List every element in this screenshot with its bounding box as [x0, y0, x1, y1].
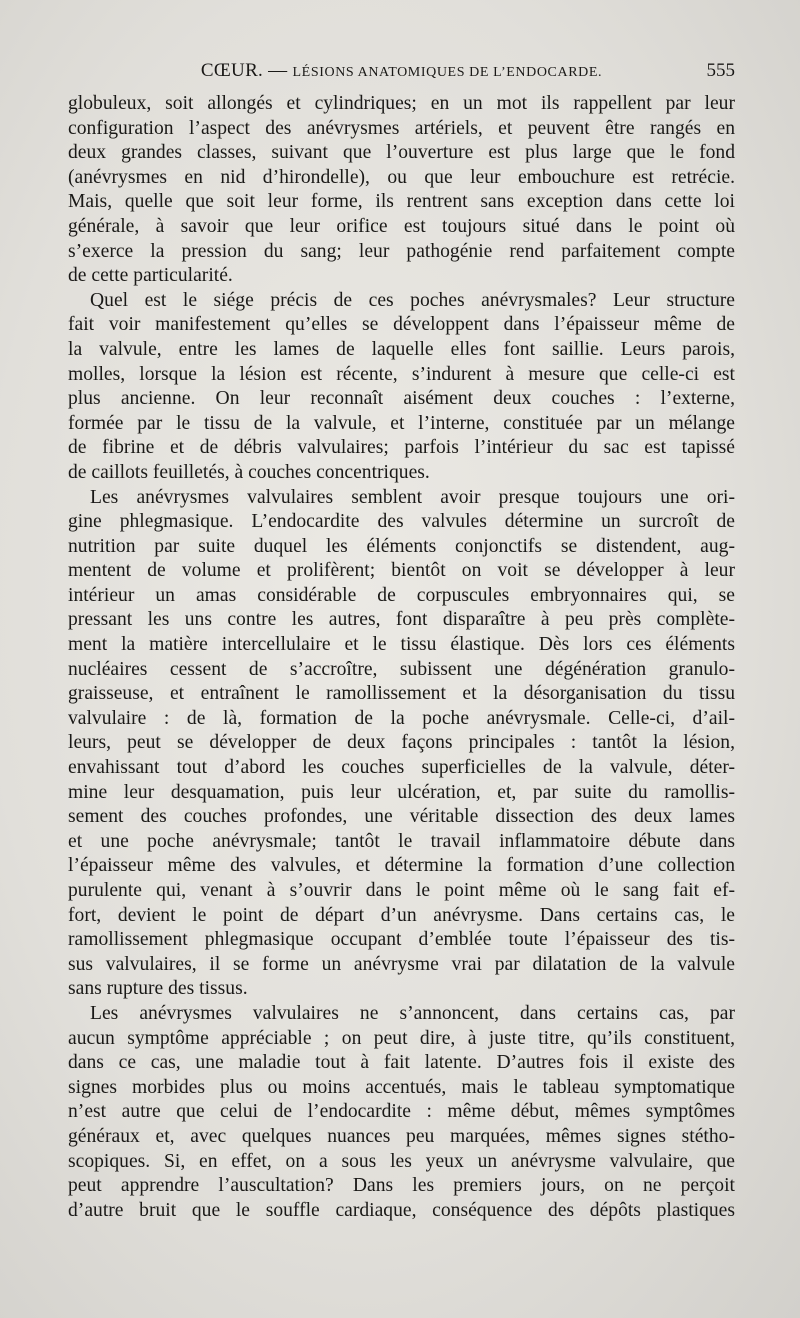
text-line: n’est autre que celui de l’endocardite : même début, mêmes symptômes — [68, 1101, 735, 1123]
text-line: plus ancienne. On leur reconnaît aisément deux couches : l’externe, — [68, 388, 735, 410]
text-line: Les anévrysmes valvulaires semblent avoir presque toujours une ori- — [90, 486, 735, 508]
page-header — [68, 60, 735, 86]
text-line: l’épaisseur même des valvules, et détermine la formation d’une collection — [68, 855, 735, 877]
text-line: aucun symptôme appréciable ; on peut dire, à juste titre, qu’ils constituent, — [68, 1027, 735, 1049]
text-line: configuration l’aspect des anévrysmes artériels, et peuvent être rangés en — [68, 117, 735, 139]
chapter-title: CŒUR. — [200, 60, 264, 81]
text-line: de fibrine et de débris valvulaires; parfois l’intérieur du sac est tapissé — [68, 437, 735, 459]
text-line: sans rupture des tissus. — [68, 978, 248, 1000]
text-line: (anévrysmes en nid d’hirondelle), ou que leur embouchure est retrécie. — [68, 166, 735, 188]
text-line: mentent de volume et prolifèrent; bientôt on voit se développer à leur — [68, 560, 735, 582]
text-line: mine leur desquamation, puis leur ulcération, et, par suite du ramollis- — [68, 781, 735, 803]
text-line: gine phlegmasique. L’endocardite des valvules détermine un surcroît de — [68, 511, 735, 533]
text-line: sement des couches profondes, une véritable dissection des deux lames — [68, 806, 735, 828]
text-line: ramollissement phlegmasique occupant d’emblée toute l’épaisseur des tis- — [68, 929, 735, 951]
section-title: LÉSIONS ANATOMIQUES DE L’ENDOCARDE. — [292, 65, 603, 80]
body-text — [68, 92, 735, 1223]
text-line: purulente qui, venant à s’ouvrir dans le point même où le sang fait ef- — [68, 880, 735, 901]
text-line: Mais, quelle que soit leur forme, ils rentrent sans exception dans cette loi — [68, 191, 735, 213]
text-line: s’exerce la pression du sang; leur pathogénie rend parfaitement compte — [68, 240, 735, 262]
text-line: envahissant tout d’abord les couches superficielles de la valvule, déter- — [68, 757, 735, 779]
text-line: ment la matière intercellulaire et le tissu élastique. Dès lors ces éléments — [68, 634, 735, 656]
header-separator: — — [268, 60, 288, 81]
text-line: intérieur un amas considérable de corpuscules embryonnaires qui, se — [68, 584, 735, 606]
text-line: de cette particularité. — [68, 265, 233, 287]
text-line: deux grandes classes, suivant que l’ouverture est plus large que le fond — [68, 142, 735, 164]
page-number: 555 — [706, 60, 735, 81]
text-line: fait voir manifestement qu’elles se développent dans l’épaisseur même de — [68, 314, 735, 336]
text-line: pressant les uns contre les autres, font disparaître à peu près complète- — [68, 609, 735, 631]
text-line: d’autre bruit que le souffle cardiaque, conséquence des dépôts plastiques — [68, 1199, 735, 1221]
text-line: sus valvulaires, il se forme un anévrysme vrai par dilatation de la valvule — [68, 953, 735, 975]
text-line: scopiques. Si, en effet, on a sous les yeux un anévrysme valvulaire, que — [68, 1150, 735, 1172]
text-line: généraux et, avec quelques nuances peu marquées, mêmes signes stétho- — [68, 1125, 735, 1147]
text-line: formée par le tissu de la valvule, et l’interne, constituée par un mélange — [68, 412, 735, 434]
text-line: peut apprendre l’auscultation? Dans les premiers jours, on ne perçoit — [68, 1175, 735, 1197]
text-line: Les anévrysmes valvulaires ne s’annoncent, dans certains cas, par — [90, 1002, 735, 1024]
text-line: nucléaires cessent de s’accroître, subissent une dégénération granulo- — [68, 658, 735, 680]
text-line: dans ce cas, une maladie tout à fait latente. D’autres fois il existe des — [68, 1052, 735, 1074]
text-line: la valvule, entre les lames de laquelle elles font saillie. Leurs parois, — [68, 338, 735, 360]
text-line: graisseuse, et entraînent le ramollissement et la désorganisation du tissu — [68, 683, 735, 705]
text-line: leurs, peut se développer de deux façons principales : tantôt la lésion, — [68, 732, 735, 754]
text-line: de caillots feuilletés, à couches concentriques. — [68, 461, 430, 483]
text-line: signes morbides plus ou moins accentués, mais le tableau symptomatique — [68, 1076, 735, 1098]
text-line: molles, lorsque la lésion est récente, s’indurent à mesure que celle-ci est — [68, 363, 735, 385]
text-line: générale, à savoir que leur orifice est toujours situé dans le point où — [68, 215, 735, 237]
text-line: globuleux, soit allongés et cylindriques; en un mot ils rappellent par leur — [68, 93, 735, 114]
text-line: nutrition par suite duquel les éléments conjonctifs se distendent, aug- — [68, 535, 735, 557]
text-line: fort, devient le point de départ d’un anévrysme. Dans certains cas, le — [68, 904, 735, 926]
text-line: et une poche anévrysmale; tantôt le travail inflammatoire débute dans — [68, 830, 735, 852]
text-line: valvulaire : de là, formation de la poche anévrysmale. Celle-ci, d’ail- — [68, 707, 735, 729]
text-line: Quel est le siége précis de ces poches anévrysmales? Leur structure — [90, 289, 735, 311]
running-head — [68, 60, 735, 82]
